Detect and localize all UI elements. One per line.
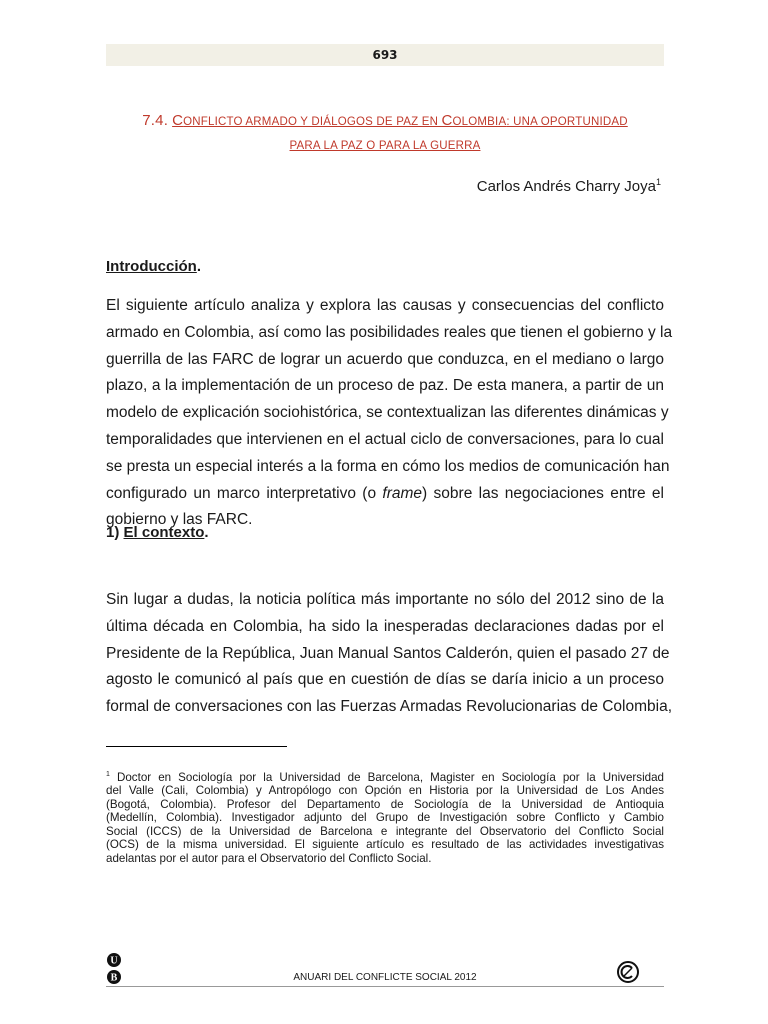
ub-logo-letter: B (110, 972, 118, 984)
article-title-line1 (106, 112, 664, 129)
intro-heading-text: Introducción (106, 258, 197, 275)
context-heading (106, 524, 209, 541)
paragraph-line: modelo de explicación sociohistórica, se contextualizan las diferentes dinámicas y (106, 404, 669, 422)
line-text: ) sobre las negociaciones entre el (422, 484, 664, 502)
paragraph-line: armado en Colombia, así como las posibilidades reales que tienen el gobierno y la (106, 323, 673, 341)
footnote-text: Doctor en Sociología por la Universidad de Barcelona, Magister en Sociología por la Universidad (109, 770, 664, 784)
paragraph-line (106, 481, 664, 508)
footnote-line: del Valle (Cali, Colombia) y Antropólogo con Opción en Historia por la Universidad de Los Andes (106, 784, 664, 798)
footer-text: ANUARI DEL CONFLICTE SOCIAL 2012 (293, 972, 477, 983)
page-number-bar (106, 44, 664, 66)
context-heading-prefix: 1) (106, 524, 124, 541)
line-text: configurado un marco interpretativo (o (106, 484, 383, 502)
paragraph-line: última década en Colombia, ha sido la inesperadas declaraciones dadas por el (106, 617, 664, 635)
footnote-line: (Bogotá, Colombia). Profesor del Departamento de Sociología de la Universidad de Antioquia (106, 797, 664, 811)
paragraph-line: plazo, a la implementación de un proceso de paz. De esta manera, a partir de un (106, 377, 664, 395)
frame-term: frame (382, 484, 423, 502)
section-number: 7.4. (142, 112, 169, 129)
title-fragment: C (172, 112, 184, 129)
footnote (106, 768, 664, 865)
paragraph-line: agosto le comunicó al país que en cuestión de días se daría inicio a un proceso (106, 671, 664, 689)
author-name: Carlos Andrés Charry Joya (476, 178, 656, 195)
footnote-line (106, 768, 664, 784)
context-heading-punct: . (204, 524, 209, 541)
paragraph-line: guerrilla de las FARC de lograr un acuerdo que conduzca, en el mediano o largo (106, 350, 664, 368)
context-heading-text: El contexto (123, 524, 205, 541)
paragraph-line: gobierno y las FARC. (106, 511, 253, 529)
intro-heading-punct: . (196, 258, 201, 275)
paragraph-line: formal de conversaciones con las Fuerzas Armadas Revolucionarias de Colombia, (106, 698, 673, 716)
paragraph-line: temporalidades que intervienen en el actual ciclo de conversaciones, para lo cual (106, 430, 664, 448)
observatory-logo-icon (616, 960, 640, 984)
paragraph-line: se presta un especial interés a la forma en cómo los medios de comunicación han (106, 457, 670, 475)
article-title-line2 (106, 140, 664, 152)
footnote-line: (Medellín, Colombia). Investigador adjunto del Grupo de Investigación sobre Conflicto y Cambio (106, 811, 664, 825)
title-fragment: ONFLICTO ARMADO Y DIÁLOGOS DE PAZ EN (183, 116, 442, 128)
title-line1-text (172, 112, 628, 129)
paragraph-line: El siguiente artículo analiza y explora las causas y consecuencias del conflicto (106, 297, 664, 314)
author-footnote-mark: 1 (655, 177, 661, 187)
title-fragment: : UNA OPORTUNIDAD (506, 116, 628, 128)
context-paragraph (106, 587, 673, 721)
intro-paragraph (106, 293, 673, 534)
intro-heading (106, 258, 201, 275)
footnote-separator (106, 746, 287, 747)
footnote-line: (OCS) de la misma universidad. El siguiente artículo es resultado de las actividades investigativas (106, 838, 664, 852)
title-fragment: OLOMBIA (452, 116, 507, 128)
paragraph-line: Presidente de la República, Juan Manual Santos Calderón, quien el pasado 27 de (106, 644, 670, 662)
footnote-line: Social (ICCS) de la Universidad de Barcelona e integrante del Observatorio del Conflicto Social (106, 824, 664, 838)
paragraph-line: Sin lugar a dudas, la noticia política más importante no sólo del 2012 sino de la (106, 591, 664, 608)
footnote-line: adelantas por el autor para el Observatorio del Conflicto Social. (106, 851, 432, 865)
page-number: 693 (372, 48, 398, 62)
footnote-mark: 1 (106, 771, 110, 778)
author (477, 177, 661, 195)
footer-rule (106, 986, 664, 987)
title-fragment: C (441, 112, 453, 129)
ub-logo-letter: U (110, 955, 118, 967)
title-line2-text: PARA LA PAZ O PARA LA GUERRA (289, 140, 481, 152)
